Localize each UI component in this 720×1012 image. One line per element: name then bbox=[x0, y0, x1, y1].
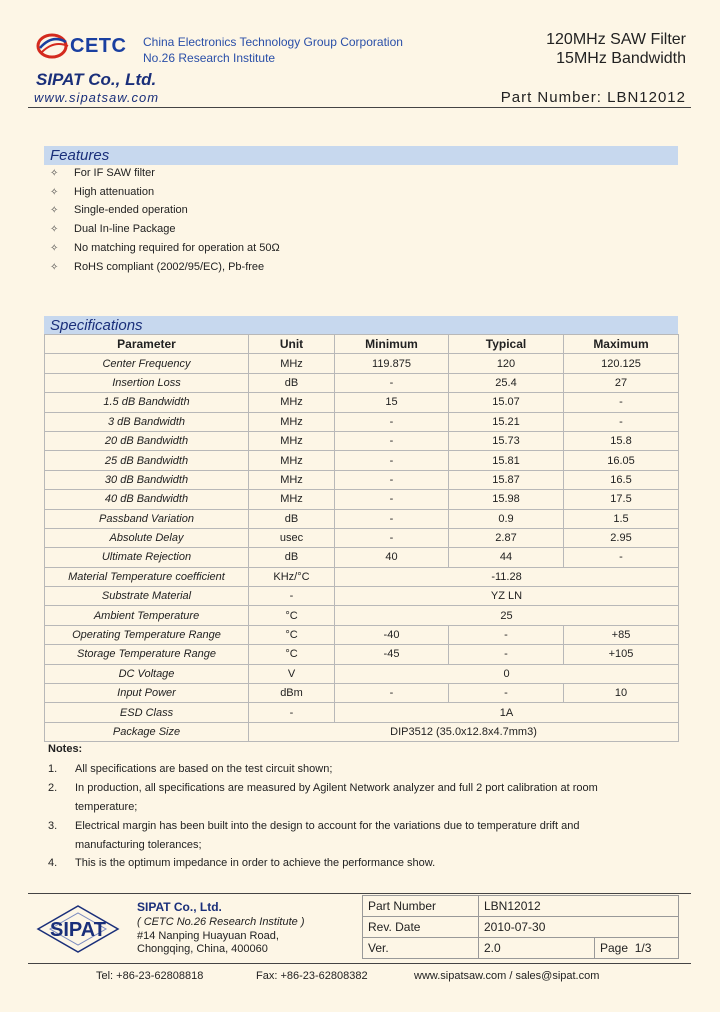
typical-cell: 15.98 bbox=[449, 490, 564, 509]
unit-cell: MHz bbox=[249, 412, 335, 431]
feature-item bbox=[50, 242, 280, 254]
column-header: Minimum bbox=[335, 335, 449, 354]
parameter-cell: Center Frequency bbox=[45, 354, 249, 373]
unit-cell: °C bbox=[249, 606, 335, 625]
table-header-row bbox=[45, 335, 679, 354]
features-title: Features bbox=[50, 147, 110, 164]
maximum-cell: 10 bbox=[564, 684, 679, 703]
unit-cell: MHz bbox=[249, 431, 335, 450]
feature-text: High attenuation bbox=[74, 185, 155, 198]
package-value-cell: DIP3512 (35.0x12.8x4.7mm3) bbox=[249, 722, 679, 741]
sipat-logo-text: SIPAT bbox=[50, 919, 106, 941]
header-divider bbox=[28, 107, 691, 108]
table-row bbox=[45, 412, 679, 431]
corporation-line2: No.26 Research Institute bbox=[143, 51, 276, 65]
unit-cell: MHz bbox=[249, 490, 335, 509]
note-item bbox=[48, 817, 648, 854]
column-header: Parameter bbox=[45, 335, 249, 354]
cetc-logo-text: CETC bbox=[70, 35, 127, 57]
specifications-section-bar bbox=[44, 316, 678, 335]
note-text: This is the optimum impedance in order to achieve the performance show. bbox=[75, 857, 436, 869]
maximum-cell: 1.5 bbox=[564, 509, 679, 528]
unit-cell: MHz bbox=[249, 354, 335, 373]
unit-cell: KHz/°C bbox=[249, 567, 335, 586]
feature-item bbox=[50, 261, 264, 273]
unit-cell: dB bbox=[249, 373, 335, 392]
typical-cell: 15.87 bbox=[449, 470, 564, 489]
parameter-cell: 25 dB Bandwidth bbox=[45, 451, 249, 470]
notes-title: Notes: bbox=[48, 743, 83, 755]
unit-cell: dBm bbox=[249, 684, 335, 703]
column-header: Unit bbox=[249, 335, 335, 354]
minimum-cell: - bbox=[335, 470, 449, 489]
column-header: Maximum bbox=[564, 335, 679, 354]
maximum-cell: +85 bbox=[564, 625, 679, 644]
footer-address-line2: Chongqing, China, 400060 bbox=[137, 943, 268, 955]
parameter-cell: Insertion Loss bbox=[45, 373, 249, 392]
note-text: In production, all specifications are measured by Agilent Network analyzer and full 2 port calibration at room temperature; bbox=[75, 782, 598, 813]
table-row bbox=[45, 548, 679, 567]
minimum-cell: -45 bbox=[335, 645, 449, 664]
diamond-bullet-icon: ✧ bbox=[50, 168, 59, 179]
minimum-cell: -40 bbox=[335, 625, 449, 644]
table-row bbox=[45, 490, 679, 509]
unit-cell: MHz bbox=[249, 393, 335, 412]
version-label: Ver. bbox=[363, 938, 479, 959]
table-row bbox=[45, 393, 679, 412]
parameter-cell: Passband Variation bbox=[45, 509, 249, 528]
value-cell: 25 bbox=[335, 606, 679, 625]
parameter-cell: Operating Temperature Range bbox=[45, 625, 249, 644]
table-row bbox=[45, 373, 679, 392]
typical-cell: 2.87 bbox=[449, 528, 564, 547]
table-row bbox=[45, 528, 679, 547]
feature-text: Single-ended operation bbox=[74, 204, 188, 217]
footer-web-email[interactable]: www.sipatsaw.com / sales@sipat.com bbox=[414, 970, 600, 982]
diamond-bullet-icon: ✧ bbox=[50, 261, 59, 273]
table-row bbox=[45, 606, 679, 625]
unit-cell: °C bbox=[249, 625, 335, 644]
page-indicator bbox=[595, 938, 679, 959]
minimum-cell: - bbox=[335, 490, 449, 509]
unit-cell: MHz bbox=[249, 470, 335, 489]
typical-cell: - bbox=[449, 684, 564, 703]
version-value: 2.0 bbox=[479, 938, 595, 959]
parameter-cell: Substrate Material bbox=[45, 587, 249, 606]
minimum-cell: - bbox=[335, 431, 449, 450]
diamond-bullet-icon: ✧ bbox=[50, 224, 59, 236]
website-link[interactable]: www.sipatsaw.com bbox=[34, 90, 160, 105]
parameter-cell: DC Voltage bbox=[45, 664, 249, 683]
table-row bbox=[45, 625, 679, 644]
value-cell: YZ LN bbox=[335, 587, 679, 606]
minimum-cell: - bbox=[335, 412, 449, 431]
table-row bbox=[45, 451, 679, 470]
maximum-cell: - bbox=[564, 548, 679, 567]
note-item bbox=[48, 779, 648, 816]
minimum-cell: 119.875 bbox=[335, 354, 449, 373]
maximum-cell: 2.95 bbox=[564, 528, 679, 547]
maximum-cell: - bbox=[564, 393, 679, 412]
unit-cell: - bbox=[249, 587, 335, 606]
part-number-value: LBN12012 bbox=[479, 896, 679, 917]
unit-cell: °C bbox=[249, 645, 335, 664]
parameter-cell: 40 dB Bandwidth bbox=[45, 490, 249, 509]
value-cell: 1A bbox=[335, 703, 679, 722]
feature-item bbox=[50, 167, 155, 179]
parameter-cell: 30 dB Bandwidth bbox=[45, 470, 249, 489]
note-text: Electrical margin has been built into the design to account for the variations due to temperature drift and manufacturing tolerances; bbox=[75, 820, 580, 851]
parameter-cell: Absolute Delay bbox=[45, 528, 249, 547]
typical-cell: 15.21 bbox=[449, 412, 564, 431]
minimum-cell: - bbox=[335, 451, 449, 470]
sipat-logo-icon bbox=[30, 902, 126, 956]
rev-date-label: Rev. Date bbox=[363, 917, 479, 938]
column-header: Typical bbox=[449, 335, 564, 354]
specifications-title: Specifications bbox=[50, 317, 143, 334]
table-row bbox=[45, 684, 679, 703]
unit-cell: usec bbox=[249, 528, 335, 547]
minimum-cell: - bbox=[335, 373, 449, 392]
maximum-cell: 27 bbox=[564, 373, 679, 392]
unit-cell: - bbox=[249, 703, 335, 722]
unit-cell: V bbox=[249, 664, 335, 683]
minimum-cell: - bbox=[335, 684, 449, 703]
part-number-heading: Part Number: LBN12012 bbox=[500, 89, 686, 106]
typical-cell: 44 bbox=[449, 548, 564, 567]
parameter-cell: Input Power bbox=[45, 684, 249, 703]
parameter-cell: Material Temperature coefficient bbox=[45, 567, 249, 586]
minimum-cell: 40 bbox=[335, 548, 449, 567]
table-row bbox=[45, 431, 679, 450]
typical-cell: 15.07 bbox=[449, 393, 564, 412]
corporation-line1: China Electronics Technology Group Corporation bbox=[143, 35, 403, 49]
unit-cell: dB bbox=[249, 548, 335, 567]
maximum-cell: +105 bbox=[564, 645, 679, 664]
feature-text: For IF SAW filter bbox=[74, 167, 155, 179]
company-name: SIPAT Co., Ltd. bbox=[36, 70, 157, 89]
page-value: 1/3 bbox=[634, 941, 652, 955]
footer-company-name: SIPAT Co., Ltd. bbox=[137, 900, 222, 914]
note-item bbox=[48, 854, 648, 873]
typical-cell: 15.81 bbox=[449, 451, 564, 470]
parameter-cell: 3 dB Bandwidth bbox=[45, 412, 249, 431]
diamond-bullet-icon: ✧ bbox=[50, 205, 59, 217]
part-number-label: Part Number bbox=[363, 896, 479, 917]
parameter-cell: 1.5 dB Bandwidth bbox=[45, 393, 249, 412]
maximum-cell: 16.5 bbox=[564, 470, 679, 489]
maximum-cell: - bbox=[564, 412, 679, 431]
value-cell: -11.28 bbox=[335, 567, 679, 586]
footer-divider-top bbox=[28, 893, 691, 894]
note-number: 4. bbox=[48, 857, 58, 869]
parameter-cell: 20 dB Bandwidth bbox=[45, 431, 249, 450]
feature-item bbox=[50, 204, 188, 216]
typical-cell: - bbox=[449, 625, 564, 644]
feature-text: Dual In-line Package bbox=[74, 223, 176, 236]
feature-item bbox=[50, 186, 154, 198]
table-row bbox=[45, 664, 679, 683]
table-row bbox=[45, 470, 679, 489]
minimum-cell: - bbox=[335, 509, 449, 528]
feature-text: RoHS compliant (2002/95/EC), Pb-free bbox=[74, 260, 265, 273]
feature-text: No matching required for operation at 50Ω bbox=[74, 241, 280, 254]
features-section-bar bbox=[44, 146, 678, 165]
diamond-bullet-icon: ✧ bbox=[50, 242, 59, 254]
note-item bbox=[48, 760, 648, 779]
unit-cell: dB bbox=[249, 509, 335, 528]
typical-cell: 0.9 bbox=[449, 509, 564, 528]
note-number: 2. bbox=[48, 782, 58, 794]
maximum-cell: 17.5 bbox=[564, 490, 679, 509]
diamond-bullet-icon: ✧ bbox=[50, 186, 59, 198]
table-row bbox=[45, 567, 679, 586]
maximum-cell: 16.05 bbox=[564, 451, 679, 470]
product-title-2: 15MHz Bandwidth bbox=[556, 50, 686, 67]
note-number: 1. bbox=[48, 763, 58, 775]
minimum-cell: - bbox=[335, 528, 449, 547]
note-number: 3. bbox=[48, 820, 58, 832]
specifications-table bbox=[44, 334, 679, 742]
minimum-cell: 15 bbox=[335, 393, 449, 412]
value-cell: 0 bbox=[335, 664, 679, 683]
table-row bbox=[45, 354, 679, 373]
table-row bbox=[45, 509, 679, 528]
footer-address-line1: #14 Nanping Huayuan Road, bbox=[137, 930, 279, 942]
table-row bbox=[45, 645, 679, 664]
table-row bbox=[45, 703, 679, 722]
table-row bbox=[45, 722, 679, 741]
note-text: All specifications are based on the test circuit shown; bbox=[75, 763, 333, 775]
product-title-1: 120MHz SAW Filter bbox=[546, 31, 686, 48]
footer-telephone: Tel: +86-23-62808818 bbox=[96, 970, 204, 982]
parameter-cell: Ambient Temperature bbox=[45, 606, 249, 625]
maximum-cell: 15.8 bbox=[564, 431, 679, 450]
typical-cell: 25.4 bbox=[449, 373, 564, 392]
maximum-cell: 120.125 bbox=[564, 354, 679, 373]
typical-cell: 120 bbox=[449, 354, 564, 373]
typical-cell: - bbox=[449, 645, 564, 664]
typical-cell: 15.73 bbox=[449, 431, 564, 450]
page-label: Page bbox=[600, 941, 629, 955]
parameter-cell: Storage Temperature Range bbox=[45, 645, 249, 664]
footer-divider-bottom bbox=[28, 963, 691, 964]
feature-item bbox=[50, 223, 176, 235]
document-info-table bbox=[362, 895, 679, 959]
table-row bbox=[45, 587, 679, 606]
footer-fax: Fax: +86-23-62808382 bbox=[256, 970, 368, 982]
rev-date-value: 2010-07-30 bbox=[479, 917, 679, 938]
parameter-cell: Ultimate Rejection bbox=[45, 548, 249, 567]
footer-institute: ( CETC No.26 Research Institute ) bbox=[137, 916, 305, 928]
unit-cell: MHz bbox=[249, 451, 335, 470]
parameter-cell: ESD Class bbox=[45, 703, 249, 722]
parameter-cell: Package Size bbox=[45, 722, 249, 741]
